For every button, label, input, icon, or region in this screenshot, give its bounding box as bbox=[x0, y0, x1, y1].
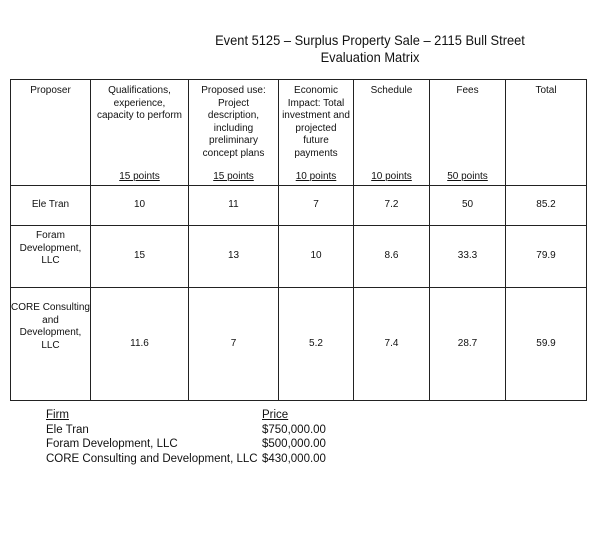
firm-header: Firm bbox=[46, 409, 69, 421]
price-value: $750,000.00 bbox=[262, 423, 326, 436]
document-title: Event 5125 – Surplus Property Sale – 2115 Bull Street bbox=[215, 32, 525, 48]
points-fees: 50 points bbox=[447, 170, 488, 182]
points-proposed-use: 15 points bbox=[213, 170, 254, 182]
score-total: 79.9 bbox=[506, 226, 587, 288]
table-row bbox=[11, 186, 587, 226]
proposer-name: CORE Consulting and Development, LLC bbox=[11, 288, 91, 401]
score-fees: 50 bbox=[430, 186, 506, 226]
score-fees: 33.3 bbox=[430, 226, 506, 288]
proposer-name: Ele Tran bbox=[11, 186, 91, 226]
price-header: Price bbox=[262, 409, 289, 421]
header-proposer: Proposer bbox=[11, 80, 91, 186]
score-economic-impact: 5.2 bbox=[279, 288, 354, 401]
proposer-name: Foram Development, LLC bbox=[11, 226, 91, 288]
score-economic-impact: 10 bbox=[279, 226, 354, 288]
score-schedule: 8.6 bbox=[354, 226, 430, 288]
points-economic-impact: 10 points bbox=[295, 170, 337, 182]
firm-name: Ele Tran bbox=[46, 423, 89, 436]
score-fees: 28.7 bbox=[430, 288, 506, 401]
score-schedule: 7.4 bbox=[354, 288, 430, 401]
score-qualifications: 11.6 bbox=[91, 288, 189, 401]
table-row bbox=[11, 226, 587, 288]
score-total: 85.2 bbox=[506, 186, 587, 226]
score-total: 59.9 bbox=[506, 288, 587, 401]
price-column bbox=[262, 408, 352, 466]
table-row bbox=[11, 288, 587, 401]
header-row bbox=[11, 80, 587, 186]
firm-column bbox=[46, 408, 266, 466]
header-total: Total bbox=[506, 80, 587, 186]
document-subtitle: Evaluation Matrix bbox=[320, 49, 420, 65]
header-proposed-use: Proposed use: Project description, including preliminary concept plans 15 points bbox=[189, 80, 279, 186]
header-fees: Fees 50 points bbox=[430, 80, 506, 186]
price-value: $500,000.00 bbox=[262, 438, 326, 450]
score-proposed-use: 7 bbox=[189, 288, 279, 401]
score-proposed-use: 11 bbox=[189, 186, 279, 226]
header-economic-impact: Economic Impact: Total investment and projected future payments 10 points bbox=[279, 80, 354, 186]
evaluation-matrix-table bbox=[10, 79, 587, 401]
header-qualifications: Qualifications, experience, capacity to perform 15 points bbox=[91, 80, 189, 186]
firm-name: CORE Consulting and Development, LLC bbox=[46, 452, 258, 465]
firm-name: Foram Development, LLC bbox=[46, 438, 178, 450]
score-economic-impact: 7 bbox=[279, 186, 354, 226]
score-qualifications: 10 bbox=[91, 186, 189, 226]
score-proposed-use: 13 bbox=[189, 226, 279, 288]
header-schedule: Schedule 10 points bbox=[354, 80, 430, 186]
score-schedule: 7.2 bbox=[354, 186, 430, 226]
points-schedule: 10 points bbox=[371, 170, 412, 182]
price-value: $430,000.00 bbox=[262, 452, 326, 465]
score-qualifications: 15 bbox=[91, 226, 189, 288]
points-qualifications: 15 points bbox=[119, 170, 160, 182]
